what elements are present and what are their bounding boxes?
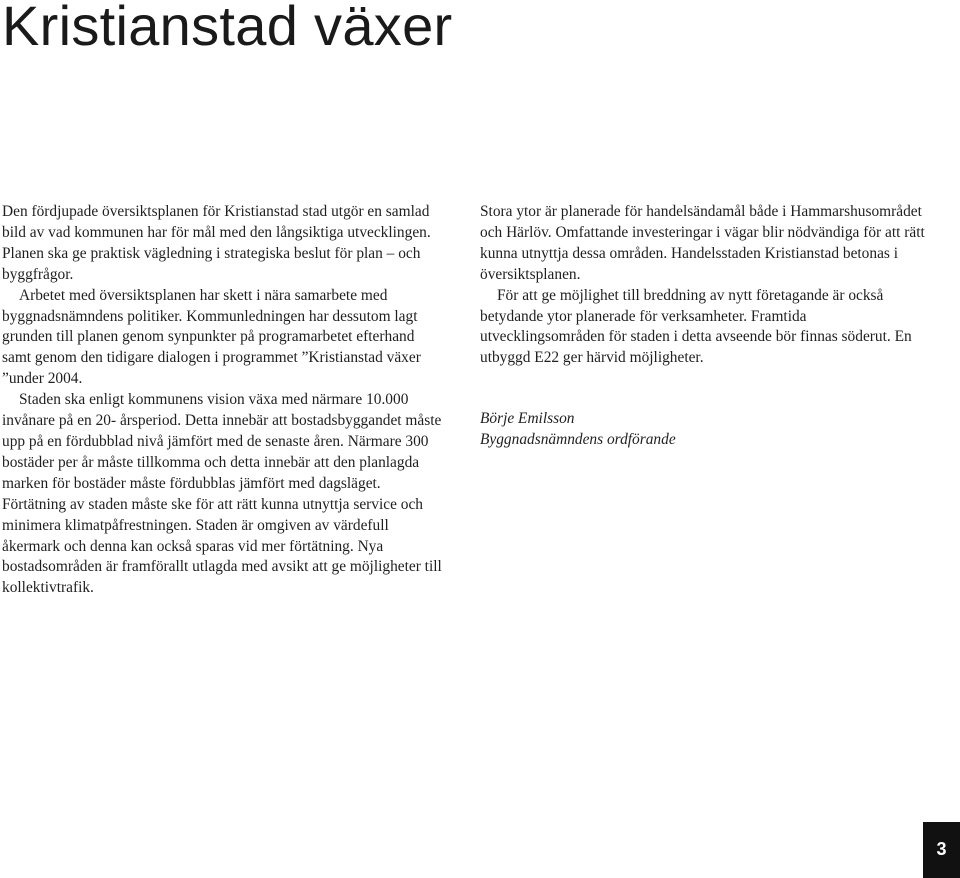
- body-paragraph: Den fördjupade översiktsplanen för Kristianstad stad utgör en samlad bild av vad kommunen har för mål med den långsiktiga utvecklingen. Planen ska ge praktisk vägledning i strategiska beslut för plan – och byggfrågor.: [2, 203, 431, 283]
- body-paragraph: För att ge möjlighet till breddning av nytt företagande är också betydande ytor planerade för verksamheter. Framtida utvecklingsområden för staden i detta avseende bör finnas söderut. En utbyggd E22 ger härvid möjligheter.: [480, 286, 912, 367]
- left-text-column: [2, 202, 446, 599]
- body-paragraph: Staden ska enligt kommunens vision växa med närmare 10.000 invånare på en 20- årsperiod. Detta innebär att bostadsbyggandet måste upp på en fördubblad nivå jämfört med de senaste åren. Närmare 300 bostäder per år måste tillkomma och detta innebär att den planlagda marken för bostäder måste fördubblas jämfört med dagsläget. Förtätning av staden måste ske för att rätt kunna utnyttja service och minimera klimatpåfrestningen. Staden är omgiven av värdefull åkermark och denna kan också sparas vid mer förtätning. Nya bostadsområden är framförallt utlagda med avsikt att ge möjligheter till kollektivtrafik.: [2, 391, 442, 597]
- page-number: 3: [923, 822, 960, 878]
- body-paragraph: Arbetet med översiktsplanen har skett i nära samarbete med byggnadsnämndens politiker. Kommunledningen har dessutom lagt grunden till planen genom synpunkter på programarbetet efterhand samt genom den tidigare dialogen i programmet ”Kristianstad växer ”under 2004.: [2, 286, 421, 388]
- signature-block: [480, 409, 920, 451]
- right-text-column: [480, 202, 925, 369]
- page-title: Kristianstad växer: [2, 0, 453, 57]
- signature-role: Byggnadsnämndens ordförande: [480, 430, 676, 448]
- signature-name: Börje Emilsson: [480, 410, 575, 427]
- body-paragraph: Stora ytor är planerade för handelsändamål både i Hammarshusområdet och Härlöv. Omfattande investeringar i vägar blir nödvändiga för att rätt kunna utnyttja dessa områden. Handelsstaden Kristianstad betonas i översiktsplanen.: [480, 203, 925, 283]
